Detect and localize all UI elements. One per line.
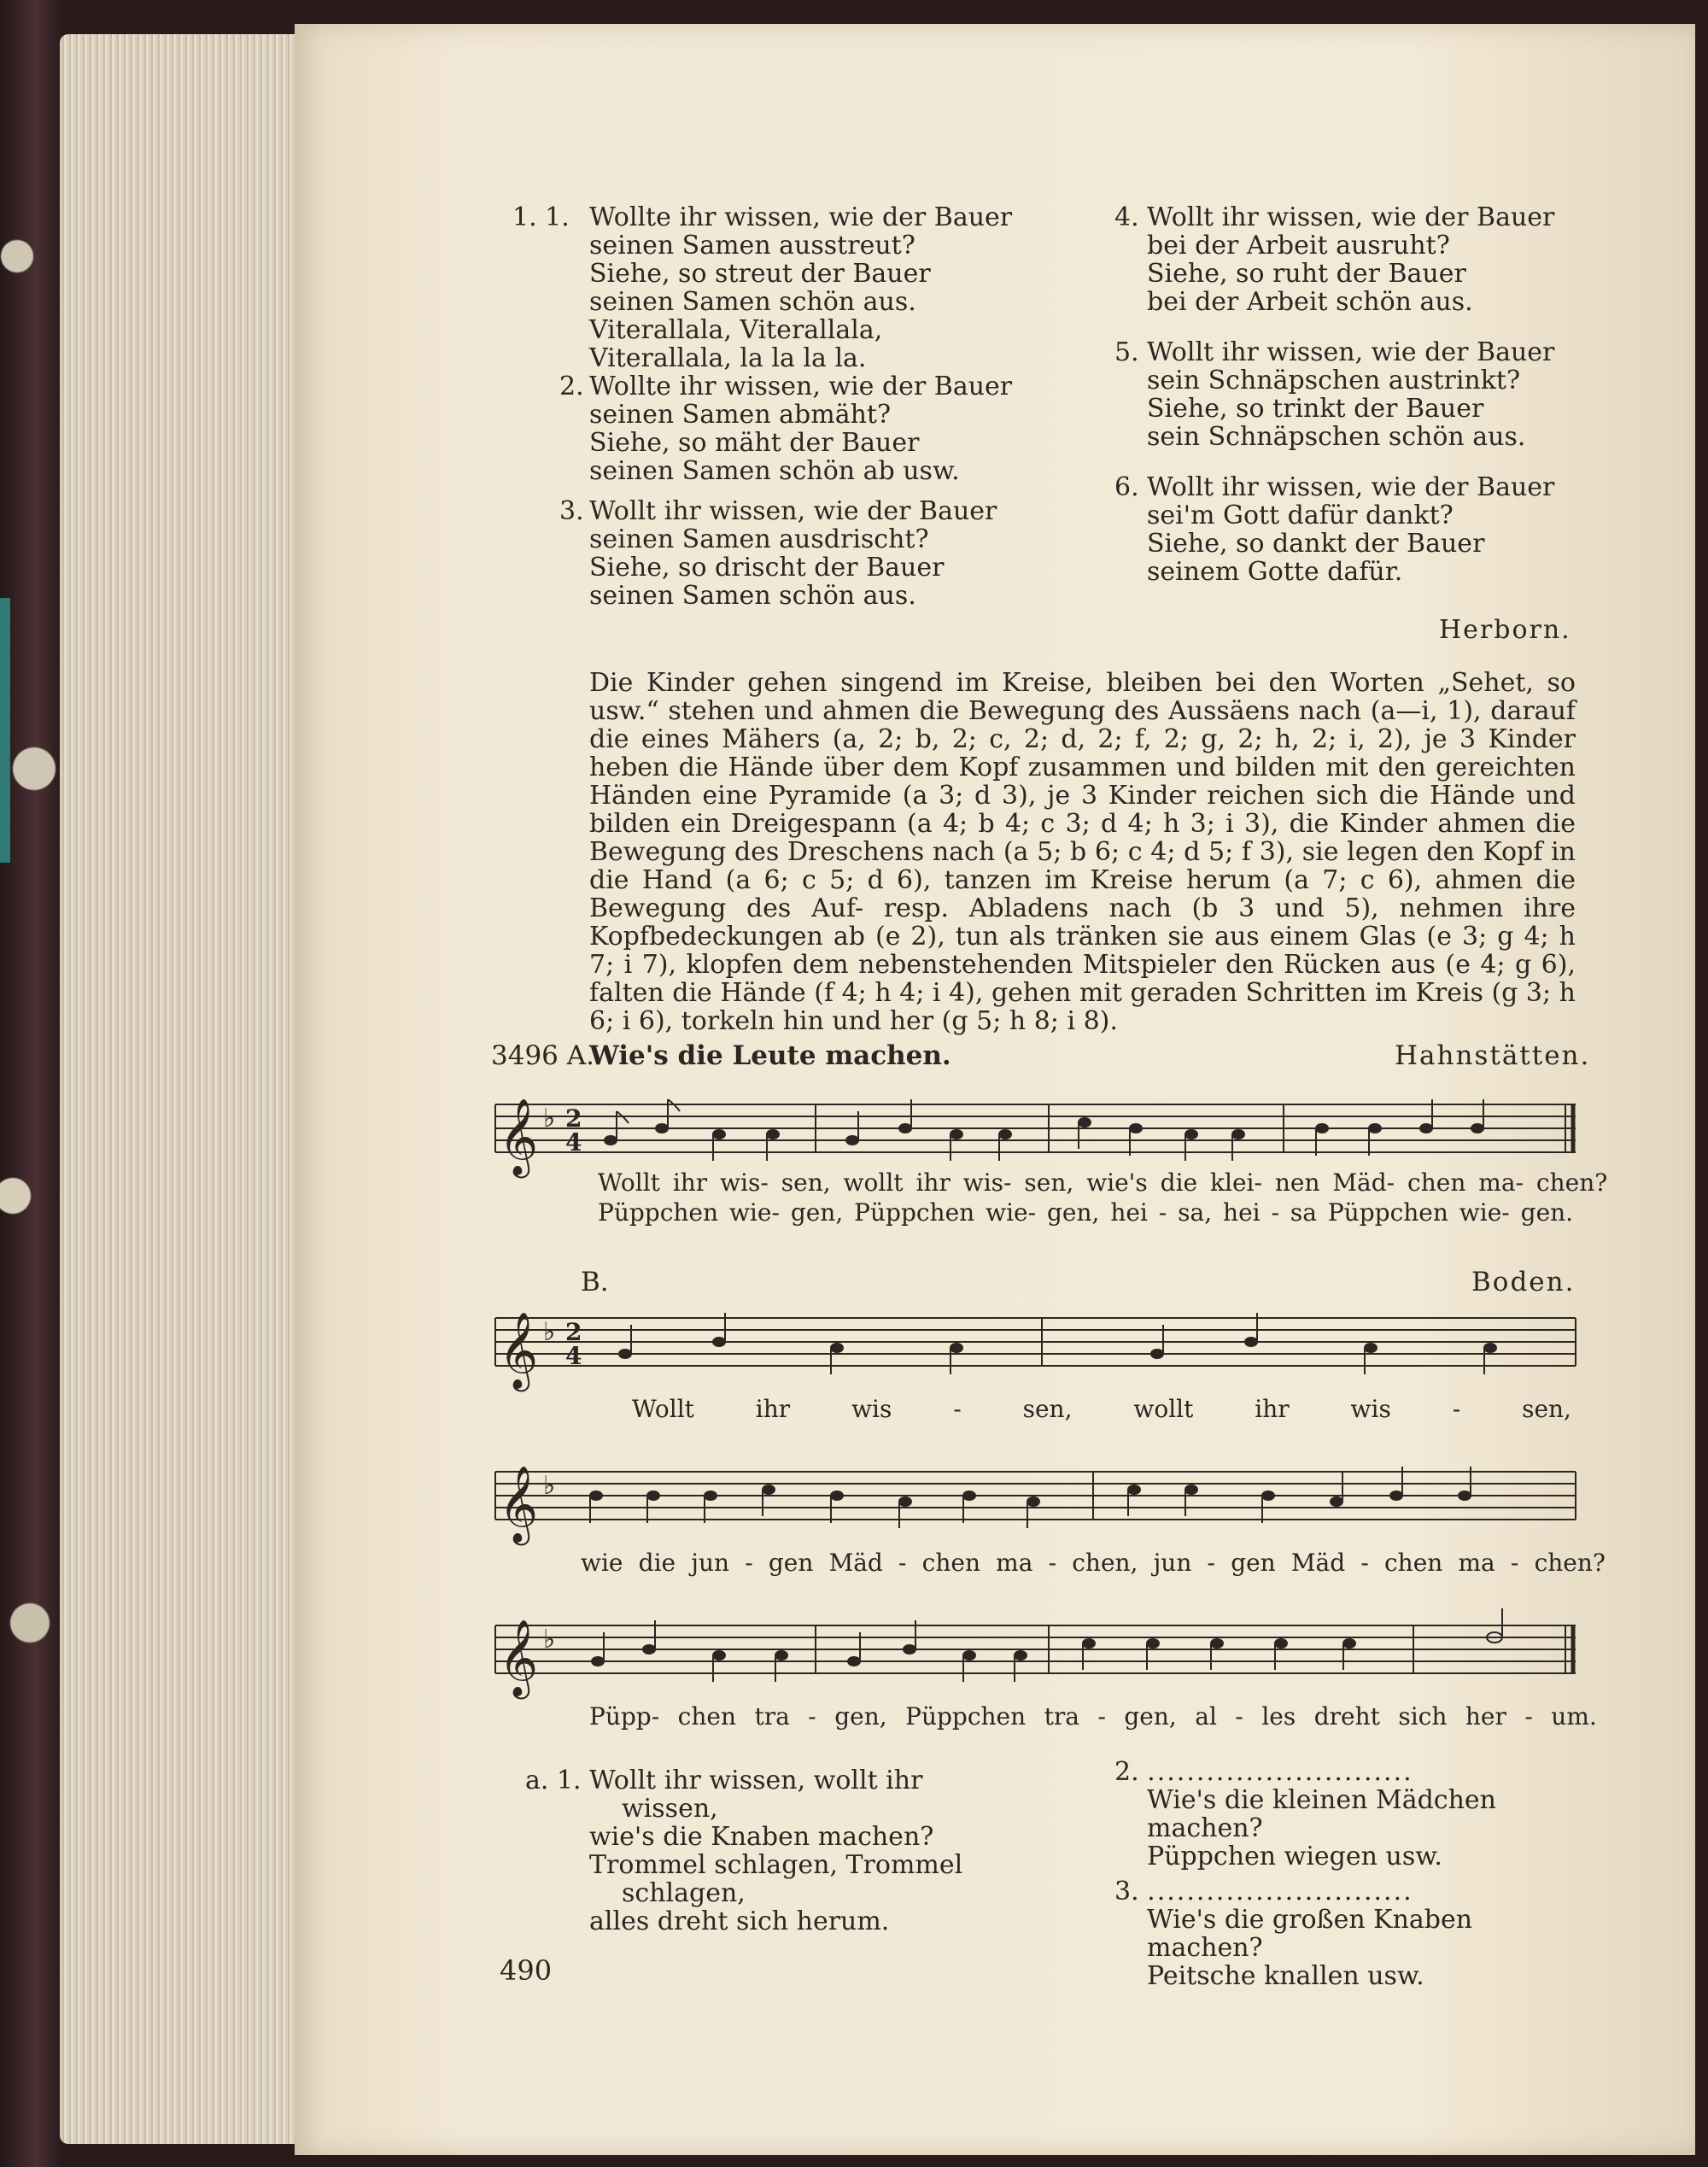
lyric-syllable: - <box>1524 1702 1533 1731</box>
lyric-syllable: wie- <box>728 1198 780 1227</box>
lyric-syllable: wie- <box>986 1198 1037 1227</box>
verse-line: Wollt ihr wissen, wie der Bauer <box>1147 337 1555 367</box>
verse-number: 5. <box>1114 337 1139 367</box>
lyric-syllable: ma <box>1458 1549 1495 1577</box>
lyric-syllable: wis- <box>720 1168 769 1197</box>
lyric-syllable: tra <box>754 1702 790 1731</box>
verse-line: seinem Gotte dafür. <box>1147 557 1403 587</box>
lyric-syllable: wis <box>1350 1395 1391 1423</box>
verse-4 <box>1114 203 1593 316</box>
lyric-syllable: ihr <box>672 1168 708 1197</box>
lyric-syllable: chen <box>921 1549 980 1577</box>
lyric-syllable: Mäd <box>1290 1549 1346 1577</box>
verse-line: Wollte ihr wissen, wie der Bauer <box>589 372 1013 401</box>
verse-number: 3. <box>559 496 584 526</box>
verse-number: 6. <box>1114 472 1139 502</box>
lyric-syllable: ma <box>996 1549 1033 1577</box>
verse-line: Siehe, so streut der Bauer <box>589 259 931 289</box>
lyric-syllable: hei <box>1223 1198 1261 1227</box>
treble-clef-icon: 𝄞 <box>499 1098 539 1175</box>
bookmark-tab <box>0 598 10 863</box>
variant-line: Peitsche knallen usw. <box>1147 1961 1424 1991</box>
lyric-syllable: chen, <box>1072 1549 1138 1577</box>
treble-clef-icon: 𝄞 <box>499 1619 539 1696</box>
lyric-syllable: - <box>1360 1549 1369 1577</box>
lyric-syllable: - <box>1048 1549 1057 1577</box>
lyric-syllable: die <box>1160 1168 1198 1197</box>
lyric-syllable: sen, <box>1522 1395 1571 1423</box>
lyric-syllable: tra <box>1044 1702 1079 1731</box>
flat-icon: ♭ <box>543 1104 556 1133</box>
variant-line: wie's die Knaben machen? <box>589 1822 934 1852</box>
lyric-syllable: jun <box>1153 1549 1192 1577</box>
lyric-syllable: gen <box>768 1549 814 1577</box>
book-binding <box>0 0 60 2167</box>
lyric-syllable: wis <box>851 1395 892 1423</box>
verse-line: seinen Samen ausstreut? <box>589 231 915 261</box>
lyric-syllable: chen? <box>1534 1549 1606 1577</box>
lyric-syllable: die <box>638 1549 676 1577</box>
variant-dots: ........................... <box>1147 1757 1413 1787</box>
variant-3 <box>1114 1877 1593 1990</box>
verse-6 <box>1114 473 1593 586</box>
lyric-syllable: nen <box>1274 1168 1320 1197</box>
lyric-syllable: Püppchen <box>854 1198 975 1227</box>
lyric-syllable: Püppchen <box>1327 1198 1448 1227</box>
lyric-syllable: gen, <box>790 1198 844 1227</box>
verse-line: Siehe, so dankt der Bauer <box>1147 529 1485 559</box>
verse-line: Siehe, so mäht der Bauer <box>589 428 920 458</box>
verse-2 <box>521 372 1013 486</box>
lyric-syllable: - <box>745 1549 753 1577</box>
lyric-syllable: Mäd- <box>1332 1168 1395 1197</box>
treble-clef-icon: 𝄞 <box>499 1312 539 1389</box>
lyric-syllable: chen <box>1384 1549 1443 1577</box>
song-number: 3496 A. <box>491 1040 594 1071</box>
lyric-syllable: sen, <box>1024 1168 1074 1197</box>
lyric-syllable: wie <box>581 1549 623 1577</box>
lyric-syllable: - <box>1207 1549 1216 1577</box>
lyric-syllable: gen, <box>1124 1702 1177 1731</box>
page-edges <box>60 34 299 2144</box>
variant-number: 3. <box>1114 1877 1139 1906</box>
lyric-syllable: sich <box>1398 1702 1448 1731</box>
lyric-syllable: sen, <box>1022 1395 1073 1423</box>
variant-line: schlagen, <box>622 1878 746 1908</box>
lyric-syllable: hei <box>1110 1198 1148 1227</box>
lyrics-a-line2 <box>598 1198 1573 1227</box>
lyric-syllable: klei- <box>1210 1168 1262 1197</box>
lyric-syllable: wis- <box>962 1168 1012 1197</box>
lyric-syllable: wie- <box>1459 1198 1510 1227</box>
treble-clef-icon: 𝄞 <box>499 1466 539 1543</box>
verse-number: 1. 1. <box>512 202 570 232</box>
time-signature-den: 4 <box>565 1342 582 1370</box>
game-description: Die Kinder gehen singend im Kreise, bleiben bei den Worten „Sehet, so usw.“ stehen und ahmen die Bewegung des Aussäens nach (a—i, 1), darauf die eines Mähers (a, 2; b, 2; c, 2; d, 2; f, 2; g, 2; h, 2; i, 2), je 3 Kinder heben die Hände über dem Kopf zusammen und bilden mit den gereichten Händen eine Pyramide (a 3; d 3), je 3 Kinder reichen sich die Hände und bilden ein Dreigespann (a 4; b 4; c 3; d 4; h 3; i 3), die Kinder ahmen die Bewegung des Dreschens nach (a 5; b 6; c 4; d 5; f 3), sie legen den Kopf in die Hand (a 6; c 5; d 6), tanzen im Kreise herum (a 7; c 6), ahmen die Bewegung des Auf- resp. Abladens nach (b 3 und 5), nehmen ihre Kopfbedeckungen ab (e 2), tun als tränken sie aus einem Glas (e 3; g 4; h 7; i 7), klopfen dem nebenstehenden Mitspieler den Rücken aus (e 4; g 6), falten die Hände (f 4; h 4; i 4), gehen mit geraden Schritten im Kreis (g 3; h 6; i 6), torkeln hin und her (g 5; h 8; i 8). <box>589 668 1576 1036</box>
variant-line: Püppchen wiegen usw. <box>1147 1842 1442 1871</box>
verse-line: seinen Samen schön ab usw. <box>589 456 960 486</box>
lyric-syllable: - <box>953 1395 962 1423</box>
verse-line: seinen Samen schön aus. <box>589 581 916 611</box>
lyric-syllable: - <box>898 1549 907 1577</box>
lyric-syllable: les <box>1261 1702 1296 1731</box>
variant-line: Wie's die großen Knaben machen? <box>1147 1905 1473 1963</box>
time-signature-num: 2 <box>565 1104 582 1133</box>
lyric-syllable: ihr <box>755 1395 791 1423</box>
staff-b2 <box>495 1455 1588 1549</box>
variant-line: alles dreht sich herum. <box>589 1906 890 1936</box>
variant-2 <box>1114 1758 1593 1871</box>
variant-line: Wollt ihr wissen, wollt ihr <box>589 1766 923 1795</box>
place-boden: Boden. <box>1471 1267 1576 1297</box>
variant-dots: ........................... <box>1147 1877 1413 1906</box>
lyric-syllable: - <box>1235 1702 1243 1731</box>
verse-line: sein Schnäpschen austrinkt? <box>1147 366 1521 395</box>
time-signature-den: 4 <box>565 1128 582 1157</box>
verse-line: bei der Arbeit ausruht? <box>1147 231 1450 261</box>
song-title: Wie's die Leute machen. <box>589 1040 951 1071</box>
flat-icon: ♭ <box>543 1471 556 1501</box>
lyric-syllable: Püppchen <box>598 1198 719 1227</box>
lyric-syllable: Wollt <box>632 1395 694 1423</box>
verse-number: 2. <box>559 372 584 401</box>
lyric-syllable: - <box>1452 1395 1461 1423</box>
verse-line: seinen Samen schön aus. <box>589 287 916 317</box>
lyric-syllable: Püpp- <box>589 1702 660 1731</box>
lyric-syllable: gen, <box>1046 1198 1100 1227</box>
verse-line: sein Schnäpschen schön aus. <box>1147 422 1526 452</box>
lyric-syllable: ihr <box>915 1168 951 1197</box>
lyric-syllable: her <box>1465 1702 1506 1731</box>
page-number: 490 <box>500 1954 553 1987</box>
lyric-syllable: - <box>808 1702 816 1731</box>
lyric-syllable: sa <box>1290 1198 1317 1227</box>
verse-line: Wollt ihr wissen, wie der Bauer <box>1147 202 1555 232</box>
verse-line: bei der Arbeit schön aus. <box>1147 287 1473 317</box>
lyric-syllable: gen. <box>1520 1198 1574 1227</box>
lyrics-b-row3 <box>589 1702 1597 1731</box>
staff-a <box>495 1087 1588 1181</box>
verse-line: Wollte ihr wissen, wie der Bauer <box>589 202 1013 232</box>
lyric-syllable: ihr <box>1255 1395 1290 1423</box>
lyric-syllable: gen <box>1231 1549 1276 1577</box>
variant-line: Trommel schlagen, Trommel <box>589 1850 963 1880</box>
lyric-syllable: chen? <box>1535 1168 1608 1197</box>
variants-right <box>1114 1758 1593 1990</box>
lyric-syllable: ma- <box>1478 1168 1524 1197</box>
verse-line: Wollt ihr wissen, wie der Bauer <box>1147 472 1555 502</box>
lyric-syllable: dreht <box>1313 1702 1380 1731</box>
part-b-label: B. <box>581 1267 609 1297</box>
lyric-syllable: wollt <box>1133 1395 1194 1423</box>
lyric-syllable: Mäd <box>828 1549 883 1577</box>
lyric-syllable: jun <box>691 1549 730 1577</box>
verses-left <box>512 202 1013 611</box>
verse-5 <box>1114 338 1593 451</box>
lyric-syllable: al <box>1195 1702 1217 1731</box>
variants-left <box>525 1766 1003 1936</box>
variant-label: a. 1. <box>525 1766 582 1795</box>
verse-line: Siehe, so trinkt der Bauer <box>1147 394 1484 424</box>
staff-lines <box>495 1318 1576 1366</box>
verse-line: seinen Samen ausdrischt? <box>589 524 929 554</box>
variant-line: Wie's die kleinen Mädchen machen? <box>1147 1785 1496 1843</box>
verse-line: seinen Samen abmäht? <box>589 400 892 430</box>
notes <box>592 1608 1502 1682</box>
lyric-syllable: gen, <box>834 1702 887 1731</box>
verse-1 <box>512 202 1013 373</box>
variant-number: 2. <box>1114 1757 1139 1787</box>
place-hahnstaetten: Hahnstätten. <box>1395 1040 1591 1071</box>
lyric-syllable: wollt <box>843 1168 904 1197</box>
lyric-syllable: Wollt <box>598 1168 660 1197</box>
lyric-syllable: - <box>1510 1549 1519 1577</box>
lyric-syllable: Püppchen <box>905 1702 1027 1731</box>
lyric-syllable: sen, <box>781 1168 831 1197</box>
verse-line: Viterallala, la la la la. <box>589 343 867 373</box>
lyric-syllable: wie's <box>1086 1168 1148 1197</box>
lyric-syllable: - <box>1271 1198 1279 1227</box>
verse-number: 4. <box>1114 202 1139 232</box>
lyrics-b-row1 <box>632 1395 1571 1423</box>
lyric-syllable: chen <box>677 1702 736 1731</box>
verse-line: Siehe, so ruht der Bauer <box>1147 259 1466 289</box>
lyric-syllable: sa, <box>1178 1198 1213 1227</box>
place-herborn: Herborn. <box>1439 615 1571 645</box>
verse-line: Siehe, so drischt der Bauer <box>589 553 945 583</box>
variant-line: wissen, <box>622 1794 718 1824</box>
book-page <box>295 24 1695 2155</box>
flat-icon: ♭ <box>543 1625 556 1655</box>
time-signature-num: 2 <box>565 1318 582 1346</box>
verse-3 <box>521 496 997 611</box>
verse-line: Viterallala, Viterallala, <box>589 315 883 345</box>
verse-line: Wollt ihr wissen, wie der Bauer <box>589 496 997 526</box>
verses-right <box>1114 203 1593 586</box>
staff-b1 <box>495 1301 1588 1395</box>
lyric-syllable: - <box>1158 1198 1167 1227</box>
lyric-syllable: - <box>1097 1702 1106 1731</box>
verse-line: sei'm Gott dafür dankt? <box>1147 501 1454 530</box>
lyric-syllable: um. <box>1551 1702 1597 1731</box>
lyric-syllable: chen <box>1407 1168 1466 1197</box>
staff-b3 <box>495 1608 1588 1702</box>
flat-icon: ♭ <box>543 1317 556 1347</box>
lyrics-b-row2 <box>581 1549 1606 1577</box>
lyrics-a-line1 <box>598 1168 1607 1197</box>
